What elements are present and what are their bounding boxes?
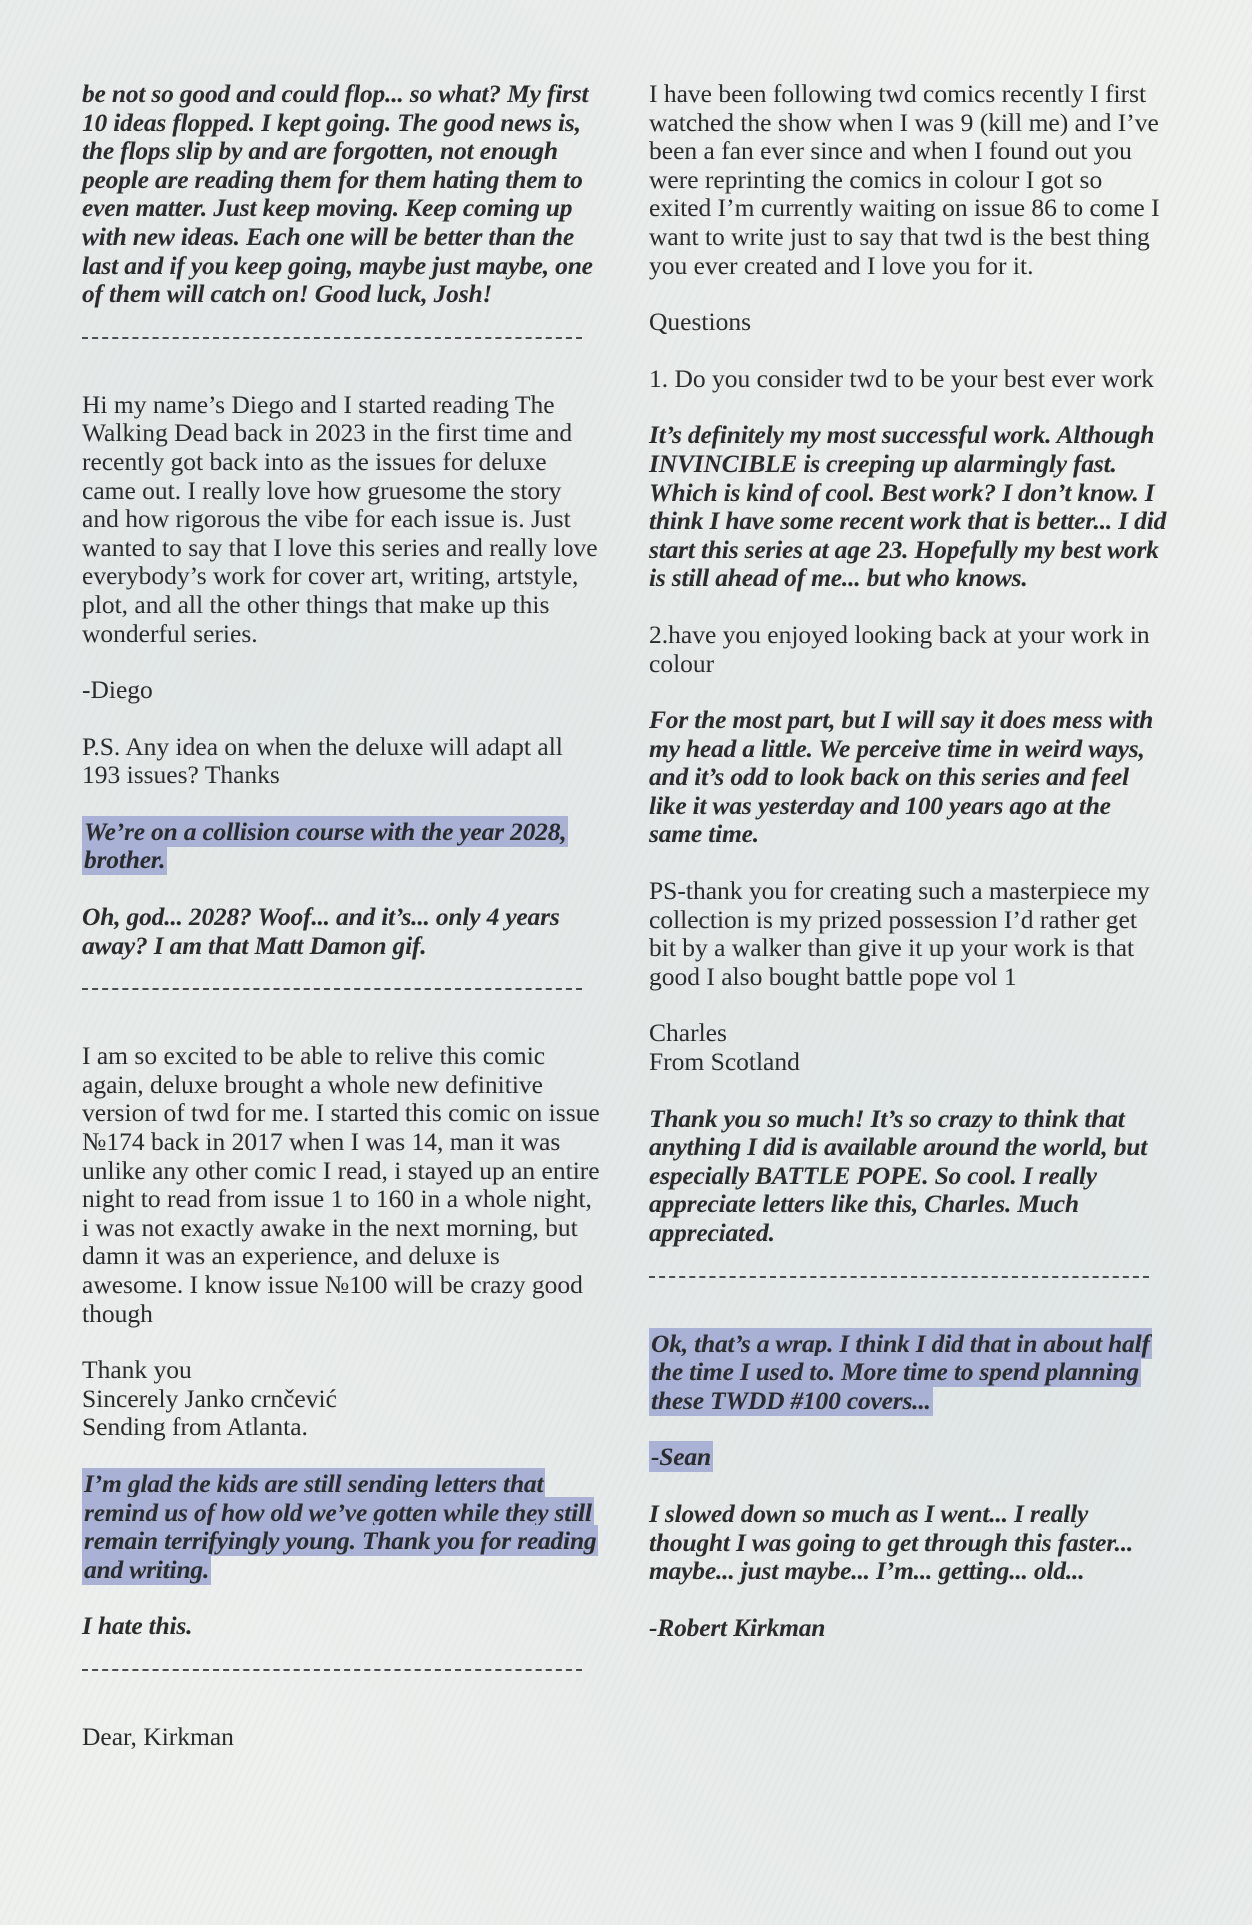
- section-divider: [82, 988, 582, 990]
- reply-charles: Thank you so much! It’s so crazy to think that anything I did is available around the world, but especially BATTLE POPE. So cool. I really appreciate letters like this, Charles. Much appreciated.: [649, 1103, 1148, 1247]
- reply-janko-kirkman: I hate this.: [82, 1611, 193, 1641]
- highlighted-reply: We’re on a collision course with the year 2028, brother.: [84, 816, 567, 875]
- highlighted-reply: I’m glad the kids are still sending letters that remind us of how old we’ve gotten while they still remain terrifyingly young. Thank you for reading and writing.: [84, 1468, 597, 1584]
- section-divider: [82, 337, 582, 339]
- signature-diego: -Diego: [82, 675, 153, 705]
- reply-diego-kirkman: Oh, god... 2028? Woof... and it’s... only 4 years away? I am that Matt Damon gif.: [82, 902, 560, 960]
- signature-sean: [649, 1443, 1169, 1472]
- questions-heading: Questions: [649, 307, 751, 337]
- letter-janko: I am so excited to be able to relive this comic again, deluxe brought a whole new definitive version of twd for me. I started this comic on issue №174 back in 2017 when I was 14, man it was unlike any other comic I read, i stayed up an entire night to read from issue 1 to 160 in a whole night, i was not exactly awake in the next morning, but damn it was an experience, and deluxe is awesome. I know issue №100 will be crazy good though: [82, 1041, 600, 1328]
- signature-janko: Thank you Sincerely Janko crnčević Sending from Atlanta.: [82, 1355, 337, 1442]
- question-1: 1. Do you consider twd to be your best ever work: [649, 363, 1154, 393]
- ps-diego: P.S. Any idea on when the deluxe will adapt all 193 issues? Thanks: [82, 731, 563, 790]
- question-2: 2.have you enjoyed looking back at your work in colour: [649, 619, 1150, 678]
- reply-to-josh: be not so good and could flop... so what? My first 10 ideas flopped. I kept going. The good news is, the flops slip by and are forgotten, not enough people are reading them for them hating them to even matter. Just keep moving. Keep coming up with new ideas. Each one will be better than the last and if you keep going, maybe just maybe, one of them will catch on! Good luck, Josh!: [82, 79, 593, 309]
- highlighted-reply: Ok, that’s a wrap. I think I did that in about half the time I used to. More time to spend planning these TWDD #100 covers...: [651, 1328, 1150, 1415]
- section-divider: [82, 1669, 582, 1671]
- highlighted-signature: -Sean: [651, 1442, 711, 1472]
- section-divider: [649, 1276, 1149, 1278]
- wrap-kirkman: I slowed down so much as I went... I really thought I was going to get through this faster... maybe... just maybe... I’m... getting... old...: [649, 1498, 1134, 1586]
- letter-diego: Hi my name’s Diego and I started reading The Walking Dead back in 2023 in the first time and recently got back into as the issues for deluxe came out. I really love how gruesome the story and how rigorous the vibe for each issue is. Just wanted to say that I love this series and really love everybody’s work for cover art, writing, artstyle, plot, and all the other things that make up this wonderful series.: [82, 389, 598, 648]
- right-column: [649, 80, 1169, 1670]
- reply-janko-sean: [82, 1470, 602, 1584]
- signature-charles: Charles From Scotland: [649, 1018, 800, 1077]
- letter-charles: I have been following twd comics recently I first watched the show when I was 9 (kill me) and I’ve been a fan ever since and when I found out you were reprinting the comics in colour I got so exited I’m currently waiting on issue 86 to come I want to write just to say that twd is the best thing you ever created and I love you for it.: [649, 79, 1160, 280]
- ps-charles: PS-thank you for creating such a masterpiece my collection is my prized possession I’d rather get bit by a walker than give it up your work is that good I also bought battle pope vol 1: [649, 876, 1150, 991]
- signature-kirkman: -Robert Kirkman: [649, 1612, 826, 1642]
- salutation-dear-kirkman: Dear, Kirkman: [82, 1721, 234, 1751]
- wrap-sean: [649, 1330, 1169, 1416]
- answer-2: For the most part, but I will say it does mess with my head a little. We perceive time in weird ways, and it’s odd to look back on this series and feel like it was yesterday and 100 years ago at the same time.: [649, 705, 1154, 849]
- answer-1: It’s definitely my most successful work. Although INVINCIBLE is creeping up alarmingly fast. Which is kind of cool. Best work? I don’t know. I think I have some recent work that is better... I did start this series at age 23. Hopefully my best work is still ahead of me... but who knows.: [649, 420, 1167, 593]
- reply-diego-sean: [82, 818, 602, 875]
- left-column: [82, 80, 602, 1780]
